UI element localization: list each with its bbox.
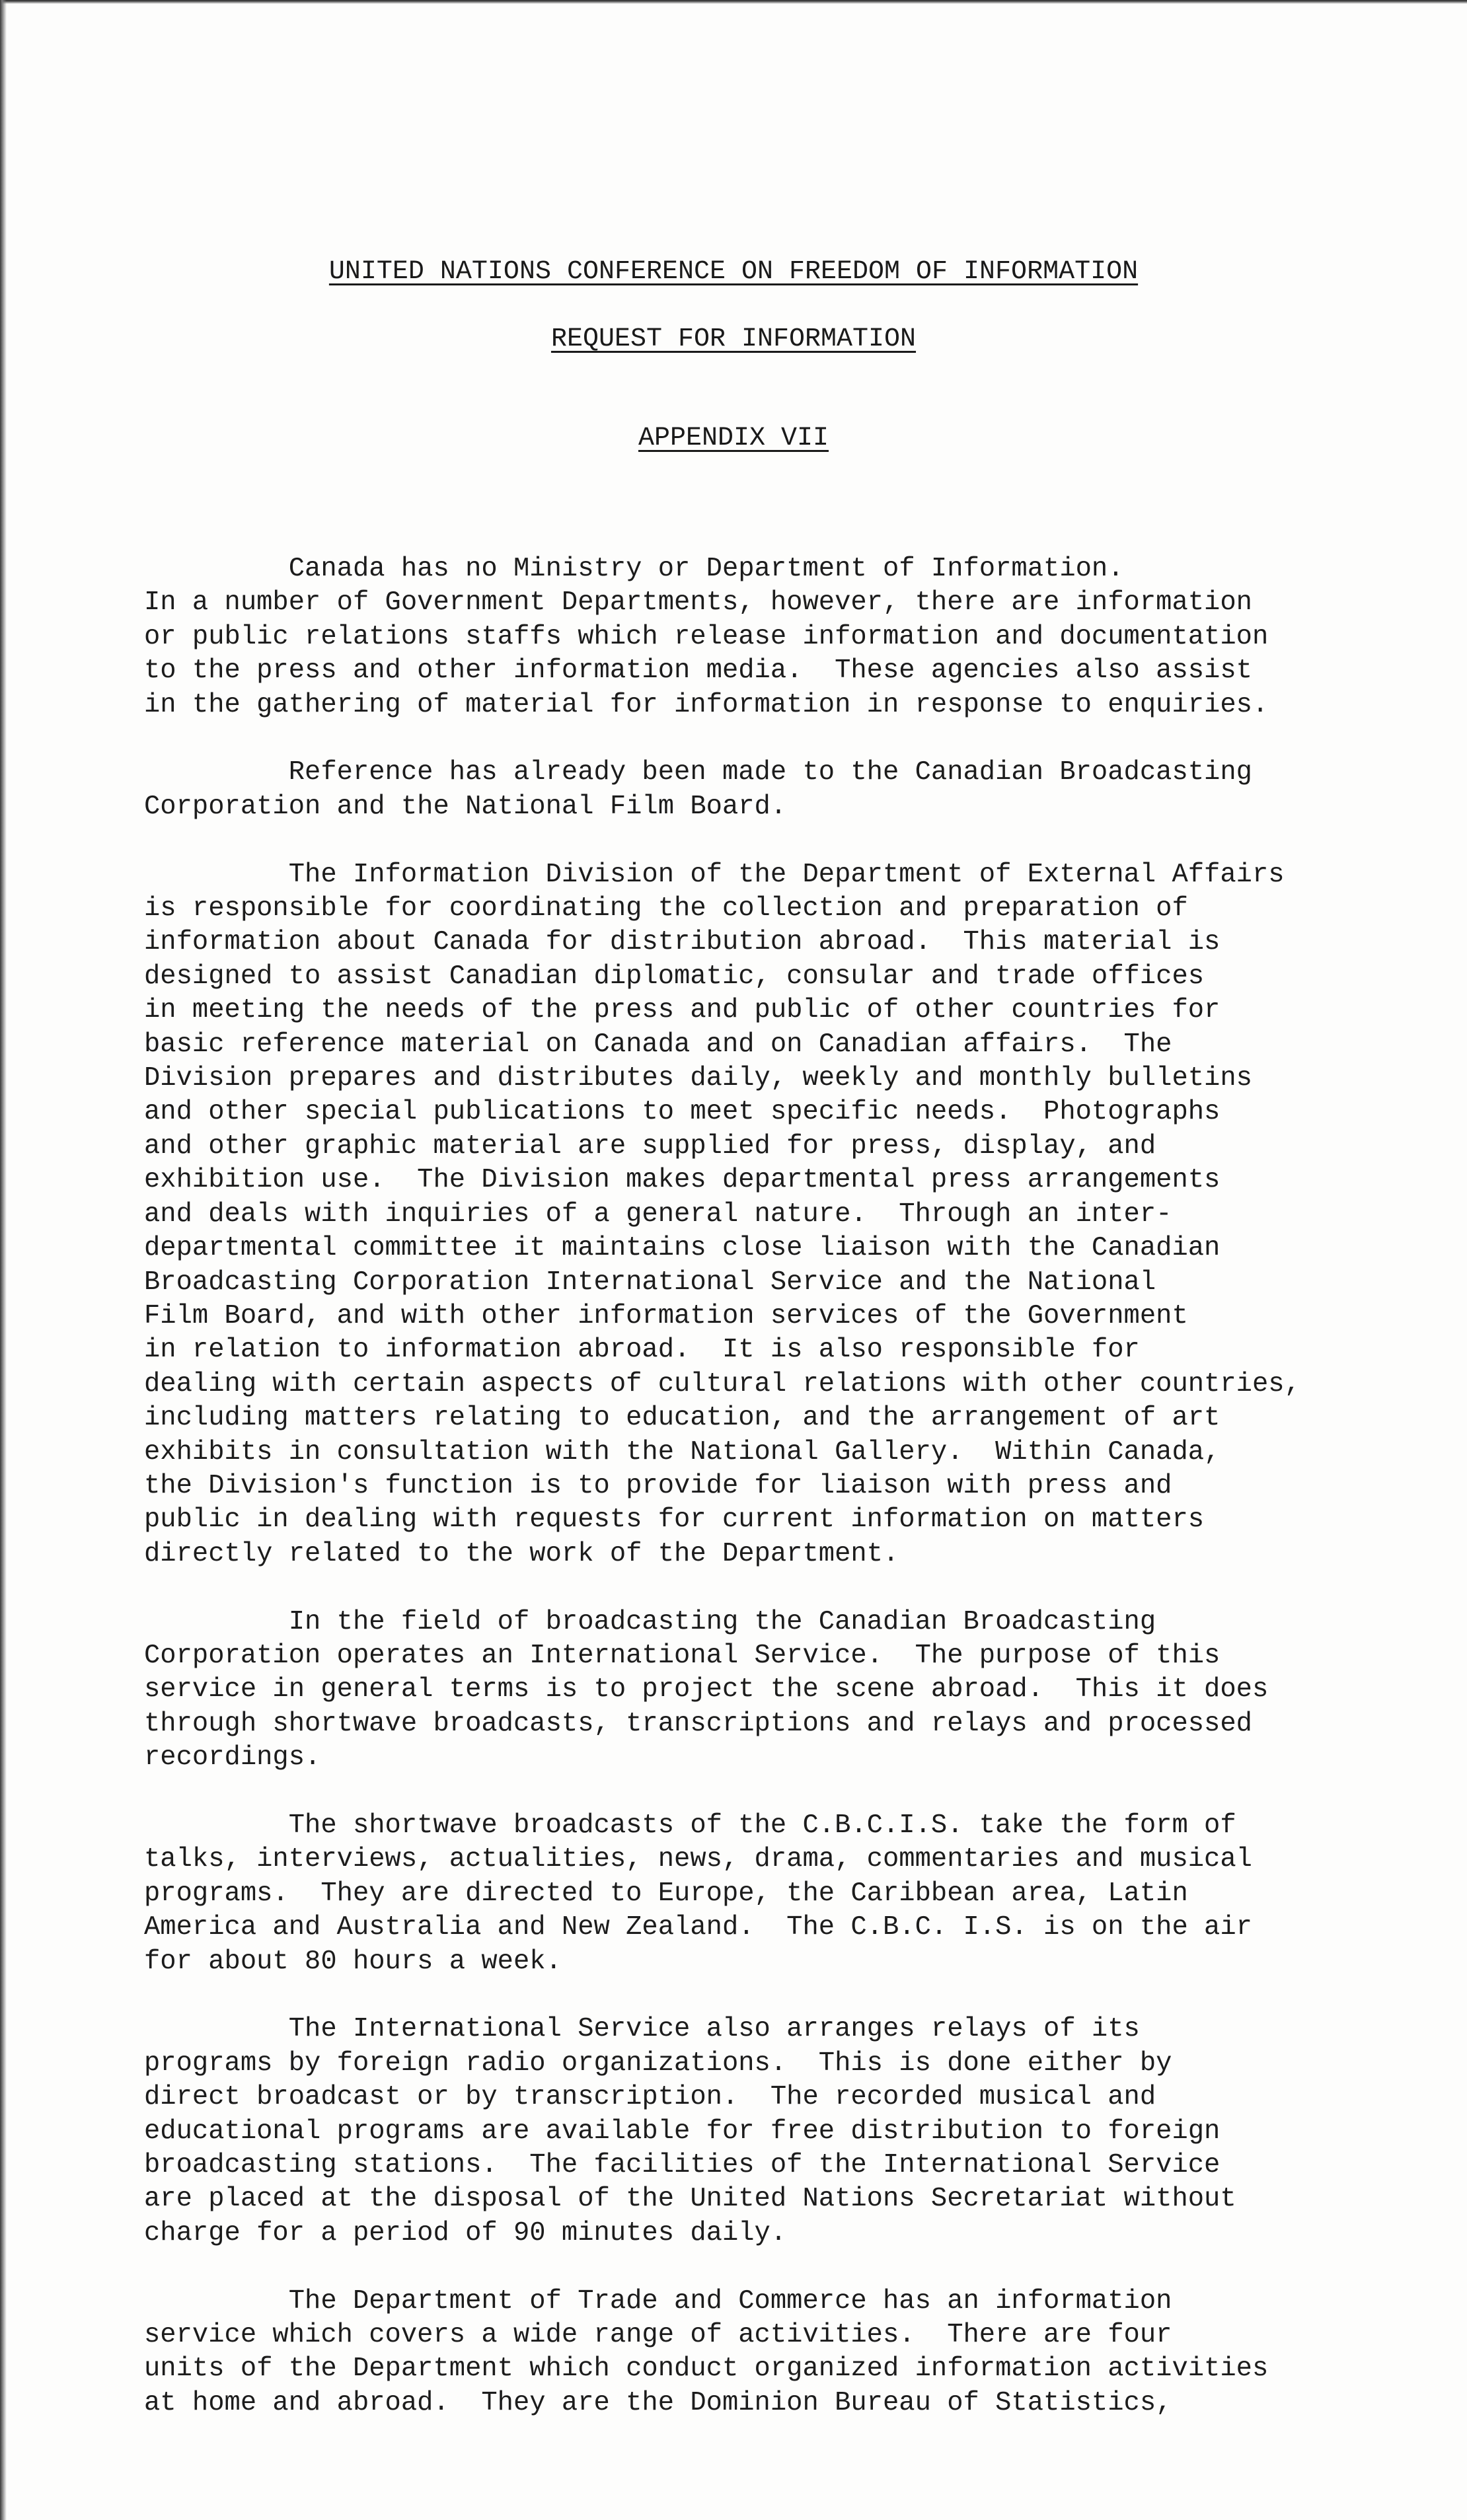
text-line: programs. They are directed to Europe, the Caribbean area, Latin: [144, 1878, 1188, 1909]
text-line: units of the Department which conduct organized information activities: [144, 2353, 1269, 2385]
text-line: basic reference material on Canada and on Canadian affairs. The: [144, 1029, 1172, 1060]
text-line: public in dealing with requests for current information on matters: [144, 1504, 1205, 1536]
text-line: in meeting the needs of the press and public of other countries for: [144, 995, 1221, 1026]
text-line: dealing with certain aspects of cultural relations with other countries,: [144, 1368, 1300, 1399]
request-title: [0, 324, 1467, 355]
scan-edge-top: [0, 0, 1467, 4]
text-line: direct broadcast or by transcription. The recorded musical and: [144, 2082, 1156, 2113]
conference-title-text: UNITED NATIONS CONFERENCE ON FREEDOM OF INFORMATION: [328, 257, 1139, 287]
text-line: Broadcasting Corporation International Service and the National: [144, 1267, 1156, 1298]
text-line: at home and abroad. They are the Dominion Bureau of Statistics,: [144, 2387, 1172, 2418]
text-line: in the gathering of material for information in response to enquiries.: [144, 689, 1269, 720]
text-line: is responsible for coordinating the collection and preparation of: [144, 893, 1188, 924]
text-line: departmental committee it maintains close liaison with the Canadian: [144, 1233, 1221, 1264]
text-line: Division prepares and distributes daily, weekly and monthly bulletins: [144, 1063, 1252, 1094]
document-body: [144, 552, 1400, 2455]
text-line: The Department of Trade and Commerce has an information: [144, 2285, 1172, 2316]
text-line: The International Service also arranges relays of its: [144, 2014, 1140, 2045]
text-line: designed to assist Canadian diplomatic, consular and trade offices: [144, 961, 1205, 992]
text-line: are placed at the disposal of the United Nations Secretariat without: [144, 2184, 1236, 2215]
text-line: service which covers a wide range of activities. There are four: [144, 2320, 1172, 2351]
text-line: America and Australia and New Zealand. The C.B.C. I.S. is on the air: [144, 1912, 1252, 1943]
paragraph: [144, 756, 1400, 824]
text-line: The Information Division of the Department of External Affairs: [144, 859, 1285, 890]
text-line: Canada has no Ministry or Department of Information.: [144, 554, 1124, 584]
paragraph: [144, 2013, 1400, 2250]
text-line: to the press and other information media. These agencies also assist: [144, 655, 1252, 686]
text-line: educational programs are available for free distribution to foreign: [144, 2116, 1221, 2147]
text-line: In a number of Government Departments, however, there are information: [144, 587, 1252, 618]
appendix-title-text: APPENDIX VII: [638, 424, 829, 453]
text-line: including matters relating to education, and the arrangement of art: [144, 1403, 1221, 1434]
text-line: and other special publications to meet specific needs. Photographs: [144, 1097, 1221, 1128]
text-line: In the field of broadcasting the Canadian Broadcasting: [144, 1606, 1156, 1637]
text-line: the Division's function is to provide for liaison with press and: [144, 1470, 1172, 1501]
text-line: in relation to information abroad. It is also responsible for: [144, 1335, 1140, 1366]
text-line: Film Board, and with other information services of the Government: [144, 1300, 1188, 1331]
scan-edge-left: [0, 0, 7, 2520]
paragraph: [144, 1606, 1400, 1775]
text-line: Corporation and the National Film Board.: [144, 791, 787, 822]
text-line: Reference has already been made to the Canadian Broadcasting: [144, 757, 1252, 788]
text-line: for about 80 hours a week.: [144, 1946, 562, 1977]
conference-title: [0, 256, 1467, 288]
text-line: or public relations staffs which release information and documentation: [144, 621, 1269, 652]
text-line: talks, interviews, actualities, news, drama, commentaries and musical: [144, 1844, 1252, 1875]
text-line: information about Canada for distribution abroad. This material is: [144, 927, 1221, 958]
paragraph: [144, 858, 1400, 1572]
text-line: broadcasting stations. The facilities of the International Service: [144, 2150, 1221, 2181]
text-line: through shortwave broadcasts, transcriptions and relays and processed: [144, 1708, 1252, 1739]
text-line: and deals with inquiries of a general nature. Through an inter-: [144, 1199, 1172, 1230]
text-line: Corporation operates an International Service. The purpose of this: [144, 1640, 1221, 1671]
text-line: service in general terms is to project the scene abroad. This it does: [144, 1674, 1269, 1705]
paragraph: [144, 2285, 1400, 2421]
text-line: exhibition use. The Division makes departmental press arrangements: [144, 1165, 1221, 1196]
text-line: and other graphic material are supplied for press, display, and: [144, 1130, 1156, 1162]
paragraph: [144, 552, 1400, 722]
text-line: recordings.: [144, 1742, 321, 1773]
text-line: The shortwave broadcasts of the C.B.C.I.S. take the form of: [144, 1810, 1236, 1841]
text-line: charge for a period of 90 minutes daily.: [144, 2217, 787, 2248]
text-line: directly related to the work of the Department.: [144, 1538, 899, 1569]
paragraph: [144, 1809, 1400, 1979]
text-line: programs by foreign radio organizations. This is done either by: [144, 2048, 1172, 2079]
request-title-text: REQUEST FOR INFORMATION: [550, 324, 917, 354]
appendix-title: [0, 423, 1467, 455]
text-line: exhibits in consultation with the National Gallery. Within Canada,: [144, 1436, 1221, 1467]
